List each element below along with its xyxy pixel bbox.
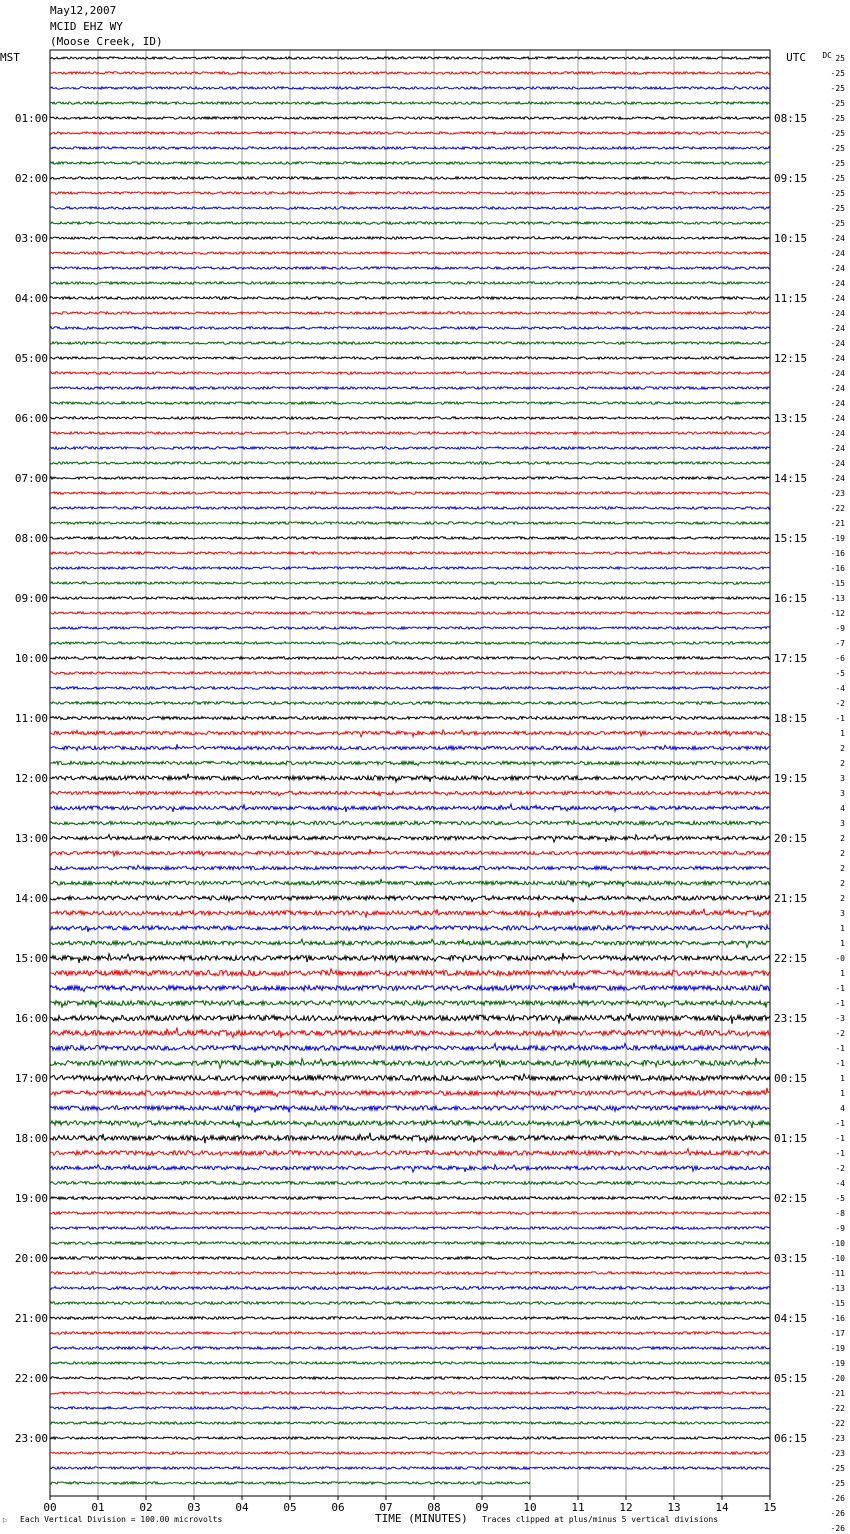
dc-offset-label: -11 [830,1269,845,1278]
hour-label-left: 05:00 [14,352,48,365]
hour-label-right: 20:15 [774,832,808,845]
trace-line [50,1165,770,1173]
trace-line [50,102,770,104]
dc-offset-label: -19 [830,1359,845,1368]
dc-offset-label: -13 [830,594,845,603]
trace-line [50,730,770,737]
dc-offset-label: -24 [830,279,845,288]
dc-offset-label: -16 [830,564,845,573]
dc-offset-label: 4 [840,804,845,813]
trace-line [50,879,770,887]
hour-label-left: 09:00 [14,592,48,605]
dc-offset-label: 2 [840,894,845,903]
trace-line [50,237,770,239]
hour-label-right: 11:15 [774,292,808,305]
dc-offset-label: 3 [840,774,845,783]
trace-line [50,252,770,254]
dc-offset-label: -1 [835,1059,845,1068]
dc-offset-label: -6 [835,654,845,663]
hour-label-right: 01:15 [774,1132,808,1145]
dc-offset-label: -25 [830,1479,845,1488]
dc-offset-label: -24 [830,294,845,303]
x-tick-label: 06 [331,1501,345,1514]
mst-label: MST [0,51,20,64]
dc-offset-label: -24 [830,354,845,363]
trace-line [50,983,770,992]
trace-line [50,717,770,720]
dc-offset-label: -26 [830,1509,845,1518]
trace-line [50,327,770,329]
dc-offset-label: -8 [835,1209,845,1218]
dc-offset-label: -24 [830,339,845,348]
x-tick-label: 03 [187,1501,201,1514]
dc-offset-label: -7 [835,639,845,648]
dc-offset-label: 1 [840,939,845,948]
hour-label-left: 11:00 [14,712,48,725]
trace-line [50,492,770,494]
dc-offset-label: -1 [835,1119,845,1128]
trace-line [50,1013,770,1023]
dc-offset-label: -23 [830,489,845,498]
dc-offset-label: -23 [830,1449,845,1458]
trace-line [50,1133,770,1144]
hour-label-left: 15:00 [14,952,48,965]
trace-line [50,207,770,209]
dc-offset-label: -3 [835,1014,845,1023]
dc-offset-label: -25 [830,99,845,108]
trace-line [50,1197,770,1200]
trace-line [50,147,770,149]
dc-offset-label: -24 [830,249,845,258]
dc-offset-label: -21 [830,1389,845,1398]
trace-line [50,1467,770,1469]
trace-line [50,642,770,644]
hour-label-right: 04:15 [774,1312,808,1325]
dc-offset-label: 1 [840,924,845,933]
x-tick-label: 00 [43,1501,57,1514]
dc-offset-label: 4 [840,1104,845,1113]
dc-offset-label: -2 [835,1029,845,1038]
trace-line [50,1302,770,1305]
dc-offset-label: -21 [830,519,845,528]
dc-offset-label: -24 [830,444,845,453]
hour-label-left: 06:00 [14,412,48,425]
hour-label-left: 14:00 [14,892,48,905]
dc-offset-label: -1 [835,999,845,1008]
trace-line [50,522,770,524]
trace-line [50,761,770,765]
trace-line [50,1027,770,1037]
x-tick-label: 07 [379,1501,393,1514]
dc-offset-label: -25 [830,144,845,153]
dc-offset-label: -16 [830,549,845,558]
trace-line [50,687,770,690]
station-label: MCID EHZ WY [50,20,123,33]
dc-offset-label: -25 [830,1464,845,1473]
trace-line [50,1227,770,1230]
hour-label-left: 13:00 [14,832,48,845]
dc-offset-label: -25 [830,129,845,138]
hour-label-left: 23:00 [14,1432,48,1445]
trace-line [50,432,770,434]
dc-offset-label: -24 [830,414,845,423]
dc-offset-label: -1 [835,714,845,723]
trace-line [50,1392,770,1394]
trace-line [50,282,770,284]
hour-label-left: 07:00 [14,472,48,485]
dc-offset-label: -26 [830,1524,845,1533]
trace-line [50,462,770,464]
hour-label-right: 18:15 [774,712,808,725]
location-label: (Moose Creek, ID) [50,35,163,48]
trace-line [50,312,770,314]
hour-label-right: 12:15 [774,352,808,365]
dc-offset-label: -9 [835,624,845,633]
hour-label-right: 23:15 [774,1012,808,1025]
scale-note: Each Vertical Division = 100.00 microvolts [20,1515,223,1524]
dc-offset-label: -24 [830,264,845,273]
dc-offset-label: -24 [830,234,845,243]
dc-offset-label: -20 [830,1374,845,1383]
dc-offset-label: -10 [830,1254,845,1263]
dc-offset-label: -26 [830,1494,845,1503]
hour-label-left: 03:00 [14,232,48,245]
dc-offset-label: -19 [830,1344,845,1353]
hour-label-left: 12:00 [14,772,48,785]
dc-offset-label: -1 [835,984,845,993]
trace-line [50,939,770,947]
trace-line [50,72,770,74]
trace-line [50,702,770,705]
hour-label-left: 01:00 [14,112,48,125]
dc-offset-label: -13 [830,1284,845,1293]
dc-offset-label: -15 [830,1299,845,1308]
dc-offset-label: -24 [830,399,845,408]
dc-offset-label: -2 [835,1164,845,1173]
dc-offset-label: -5 [835,1194,845,1203]
clip-note: Traces clipped at plus/minus 5 vertical divisions [482,1515,719,1524]
dc-offset-label: 3 [840,789,845,798]
trace-line [50,1044,770,1051]
trace-line [50,222,770,224]
trace-line [50,774,770,782]
x-tick-label: 13 [667,1501,681,1514]
trace-line [50,1332,770,1335]
dc-offset-label: 2 [840,864,845,873]
dc-offset-label: 1 [840,1074,845,1083]
trace-line [50,1437,770,1439]
trace-line [50,1121,770,1128]
plot-frame [50,50,770,1496]
trace-line [50,357,770,359]
dc-offset-label: -4 [835,684,845,693]
trace-line [50,925,770,932]
trace-line [50,132,770,134]
dc-offset-label: 1 [840,969,845,978]
trace-line [50,1317,770,1320]
dc-offset-label: 25 [835,54,845,63]
trace-line [50,1074,770,1081]
trace-line [50,477,770,479]
dc-offset-label: 2 [840,849,845,858]
dc-offset-label: -24 [830,309,845,318]
hour-label-right: 16:15 [774,592,808,605]
dc-offset-label: -23 [830,1434,845,1443]
dc-offset-label: -24 [830,429,845,438]
dc-label: DC [822,51,832,60]
trace-line [50,87,770,89]
trace-line [50,627,770,629]
trace-line [50,1377,770,1379]
x-tick-label: 14 [715,1501,729,1514]
trace-line [50,849,770,856]
hour-label-left: 08:00 [14,532,48,545]
dc-offset-label: -1 [835,1044,845,1053]
trace-line [50,267,770,269]
hour-label-left: 21:00 [14,1312,48,1325]
dc-offset-label: -0 [835,954,845,963]
dc-offset-label: -25 [830,114,845,123]
x-axis-title: TIME (MINUTES) [375,1512,468,1525]
hour-label-left: 02:00 [14,172,48,185]
trace-line [50,1149,770,1156]
trace-line [50,953,770,963]
dc-offset-label: -4 [835,1179,845,1188]
trace-line [50,387,770,389]
dc-offset-label: 3 [840,819,845,828]
trace-line [50,1407,770,1409]
trace-line [50,1182,770,1185]
dc-offset-label: -19 [830,534,845,543]
dc-offset-label: -5 [835,669,845,678]
hour-label-left: 20:00 [14,1252,48,1265]
utc-label: UTC [786,51,806,64]
hour-label-right: 10:15 [774,232,808,245]
dc-offset-label: -2 [835,699,845,708]
dc-offset-label: -24 [830,474,845,483]
dc-offset-label: -25 [830,69,845,78]
dc-offset-label: 2 [840,759,845,768]
trace-line [50,567,770,569]
hour-label-right: 03:15 [774,1252,808,1265]
trace-line [50,342,770,344]
dc-offset-label: -15 [830,579,845,588]
dc-offset-label: 2 [840,834,845,843]
dc-offset-label: 2 [840,744,845,753]
trace-line [50,372,770,374]
x-tick-label: 10 [523,1501,537,1514]
x-tick-label: 04 [235,1501,249,1514]
dc-offset-label: -17 [830,1329,845,1338]
hour-label-left: 17:00 [14,1072,48,1085]
dc-offset-label: -9 [835,1224,845,1233]
trace-line [50,597,770,599]
trace-line [50,582,770,584]
trace-line [50,1105,770,1112]
dc-offset-label: -22 [830,1419,845,1428]
hour-label-right: 14:15 [774,472,808,485]
trace-line [50,1347,770,1350]
x-tick-label: 01 [91,1501,105,1514]
trace-line [50,117,770,119]
dc-offset-label: -25 [830,189,845,198]
trace-line [50,1452,770,1454]
trace-line [50,297,770,300]
trace-line [50,672,770,675]
trace-line [50,192,770,194]
trace-line [50,791,770,796]
trace-line [50,552,770,554]
trace-line [50,57,770,59]
dc-offset-label: -25 [830,219,845,228]
trace-line [50,1422,770,1424]
trace-line [50,612,770,614]
trace-line [50,1272,770,1275]
trace-line [50,177,770,179]
dc-offset-label: -12 [830,609,845,618]
hour-label-left: 16:00 [14,1012,48,1025]
hour-label-left: 19:00 [14,1192,48,1205]
trace-line [50,417,770,419]
trace-line [50,1088,770,1097]
trace-line [50,821,770,826]
trace-line [50,1287,770,1290]
scale-mark: ⚐ [2,1516,7,1525]
x-tick-label: 11 [571,1501,585,1514]
trace-line [50,744,770,750]
x-tick-label: 02 [139,1501,153,1514]
dc-offset-label: -16 [830,1314,845,1323]
hour-label-left: 22:00 [14,1372,48,1385]
dc-offset-label: -25 [830,174,845,183]
trace-line [50,835,770,843]
trace-line [50,402,770,404]
trace-line [50,865,770,870]
x-tick-label: 08 [427,1501,441,1514]
trace-line [50,507,770,509]
dc-offset-label: -22 [830,1404,845,1413]
dc-offset-label: -1 [835,1134,845,1143]
trace-line [50,657,770,660]
hour-label-right: 05:15 [774,1372,808,1385]
trace-line [50,537,770,539]
hour-label-left: 04:00 [14,292,48,305]
hour-label-right: 13:15 [774,412,808,425]
trace-line [50,969,770,976]
dc-offset-label: -24 [830,324,845,333]
dc-offset-label: -10 [830,1239,845,1248]
x-tick-label: 09 [475,1501,489,1514]
hour-label-left: 18:00 [14,1132,48,1145]
dc-offset-label: 3 [840,909,845,918]
trace-line [50,1001,770,1008]
hour-label-left: 10:00 [14,652,48,665]
trace-line [50,162,770,164]
hour-label-right: 09:15 [774,172,808,185]
dc-offset-label: -25 [830,204,845,213]
dc-offset-label: 2 [840,879,845,888]
hour-label-right: 21:15 [774,892,808,905]
hour-label-right: 06:15 [774,1432,808,1445]
dc-offset-label: -24 [830,369,845,378]
dc-offset-label: -24 [830,459,845,468]
hour-label-right: 02:15 [774,1192,808,1205]
hour-label-right: 00:15 [774,1072,808,1085]
dc-offset-label: -25 [830,159,845,168]
trace-line [50,804,770,812]
hour-label-right: 17:15 [774,652,808,665]
trace-line [50,447,770,449]
date-label: May12,2007 [50,4,117,17]
dc-offset-label: -25 [830,84,845,93]
dc-offset-label: 1 [840,1089,845,1098]
dc-offset-label: -24 [830,384,845,393]
x-tick-label: 05 [283,1501,297,1514]
trace-line [50,909,770,918]
dc-offset-label: -22 [830,504,845,513]
dc-offset-label: -1 [835,1149,845,1158]
x-tick-label: 15 [763,1501,777,1514]
trace-line [50,1242,770,1245]
hour-label-right: 15:15 [774,532,808,545]
dc-offset-label: 1 [840,729,845,738]
trace-line [50,1362,770,1364]
hour-label-right: 08:15 [774,112,808,125]
x-tick-label: 12 [619,1501,633,1514]
hour-label-right: 22:15 [774,952,808,965]
hour-label-right: 19:15 [774,772,808,785]
trace-line [50,1058,770,1069]
trace-line [50,1257,770,1260]
trace-line [50,896,770,902]
trace-line [50,1212,770,1215]
